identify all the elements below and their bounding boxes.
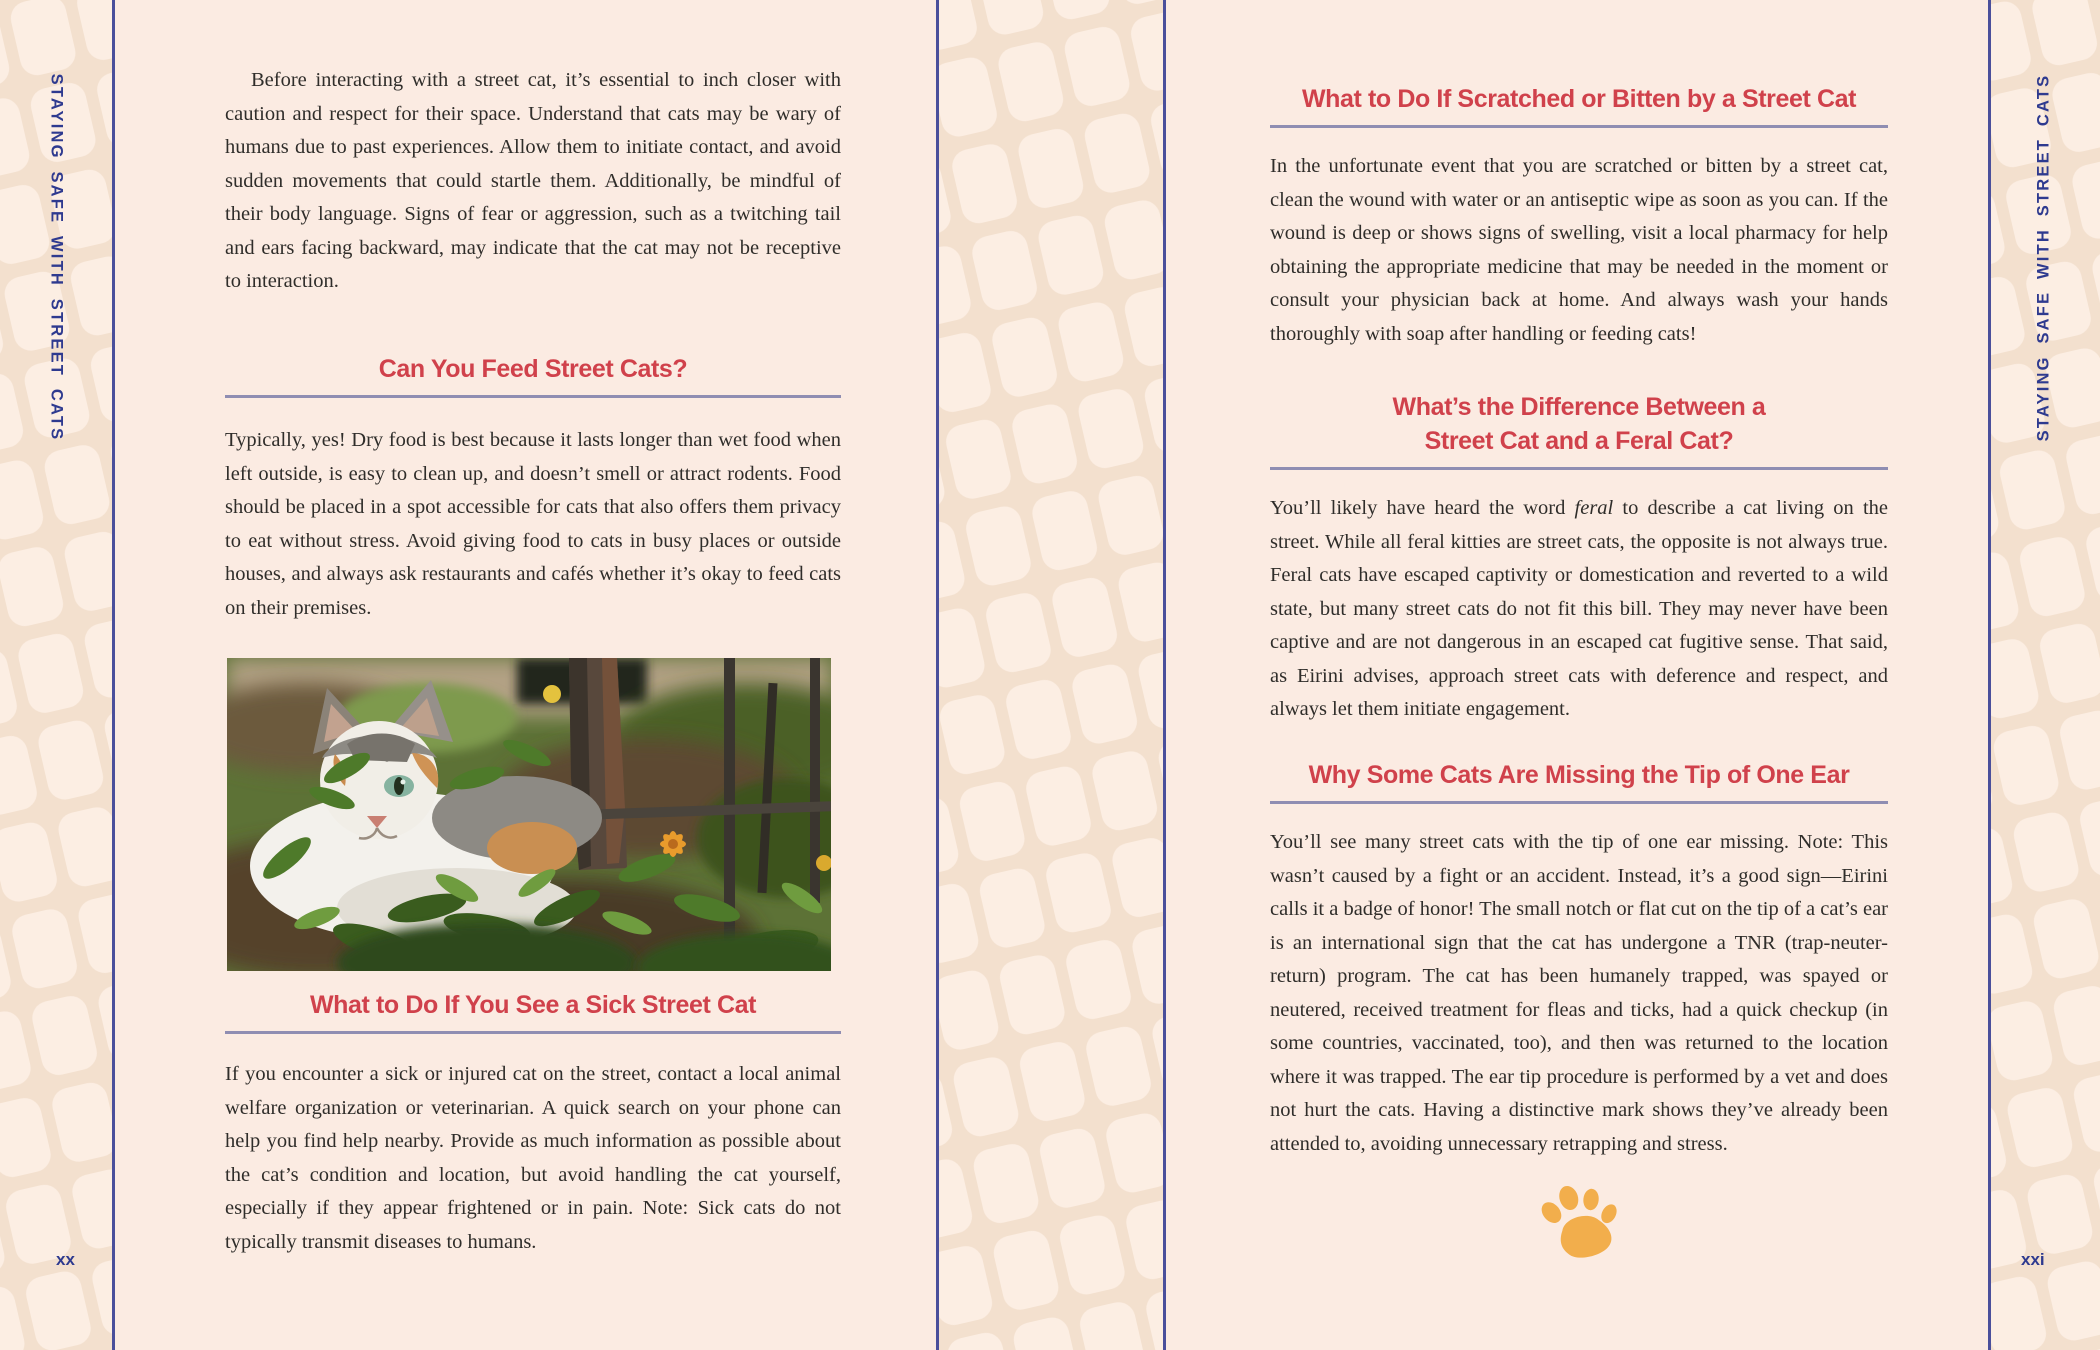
left-page xyxy=(112,0,939,1350)
section-eartip-heading: Why Some Cats Are Missing the Tip of One Ear xyxy=(1308,761,1850,789)
feral-body-before: You’ll likely have heard the word xyxy=(1270,497,1575,519)
feral-italic-word: feral xyxy=(1574,497,1614,519)
right-running-head-box xyxy=(1988,73,2100,442)
left-page-number: xx xyxy=(56,1250,75,1269)
section-divider-rule xyxy=(225,395,841,398)
section-feral-heading-line2: Street Cat and a Feral Cat? xyxy=(1424,427,1734,455)
section-feral-heading-line1: What’s the Difference Between a xyxy=(1392,393,1766,421)
section-eartip-body: You’ll see many street cats with the tip of one ear missing. Note: This wasn’t caused by a fight or an accident. Instead, it’s a good sign—Eirini calls it a badge of honor! The small notch or flat cut on the tip of a cat’s ear is an international sign that the cat has undergone a TNR (trap-neuter-return) program. The cat has been humanely trapped, was spayed or neutered, received treatment for fleas and ticks, had a quick checkup (in some countries, vaccinated, too), and then was returned to the location where it was trapped. The ear tip procedure is performed by a vet and does not hurt the cats. Having a distinctive mark shows they’ve already been attended to, avoiding unnecessary retrapping and stress. xyxy=(1270,831,1888,1155)
section-scratched-header xyxy=(1270,82,1888,128)
section-divider-rule xyxy=(225,1031,841,1034)
left-running-head: STAYING SAFE WITH STREET CATS xyxy=(47,73,66,442)
section-sick-header xyxy=(225,988,841,1034)
section-sick-heading: What to Do If You See a Sick Street Cat xyxy=(309,991,757,1019)
paw-print-icon xyxy=(1533,1178,1625,1270)
section-scratched-body: In the unfortunate event that you are scratched or bitten by a street cat, clean the wound with water or an antiseptic wipe as soon as you can. If the wound is deep or shows signs of swelling, visit a local pharmacy for help obtaining the appropriate medicine that may be needed in the moment or consult your physician back at home. And always wash your hands thoroughly with soap after handling or feeding cats! xyxy=(1270,155,1888,345)
right-page xyxy=(1163,0,1991,1350)
feral-body-after: to describe a cat living on the street. While all feral kitties are street cats, the opposite is not always true. Feral cats have escaped captivity or domestication and reverted to a wild state, but many street cats do not fit this bill. They may never have been captive and are not dangerous in an escaped cat fugitive sense. That said, as Eirini advises, approach street cats with deference and respect, and always let them initiate engagement. xyxy=(1270,497,1888,720)
section-divider-rule xyxy=(1270,467,1888,470)
right-page-number: xxi xyxy=(2021,1250,2045,1269)
intro-paragraph: Before interacting with a street cat, it’s essential to inch closer with caution and respect for their space. Understand that cats may be wary of humans due to past experiences. Allow them to initiate contact, and avoid sudden movements that could startle them. Additionally, be mindful of their body language. Signs of fear or aggression, such as a twitching tail and ears facing backward, may indicate that the cat may not be receptive to interaction. xyxy=(225,69,841,292)
section-feral-heading xyxy=(1270,390,1888,458)
section-sick-body: If you encounter a sick or injured cat on the street, contact a local animal welfare organization or veterinarian. A quick search on your phone can help you find help nearby. Provide as much information as possible about the cat’s condition and location, but avoid handling the cat yourself, especially if they appear frightened or in pain. Note: Sick cats do not typically transmit diseases to humans. xyxy=(225,1063,841,1253)
section-feral-header xyxy=(1270,390,1888,470)
section-feral-body xyxy=(1270,492,1888,727)
section-divider-rule xyxy=(1270,801,1888,804)
section-feed-header xyxy=(225,352,841,398)
section-feed-heading: Can You Feed Street Cats? xyxy=(378,355,688,383)
section-divider-rule xyxy=(1270,125,1888,128)
street-cat-photo xyxy=(227,658,831,971)
left-running-head-box xyxy=(0,73,112,442)
section-eartip-header xyxy=(1270,758,1888,804)
right-running-head: STAYING SAFE WITH STREET CATS xyxy=(2034,73,2053,442)
section-feed-body: Typically, yes! Dry food is best because it lasts longer than wet food when left outside, is easy to clean up, and doesn’t smell or attract rodents. Food should be placed in a spot accessible for cats that also offers them privacy to eat without stress. Avoid giving food to cats in busy places or outside houses, and always ask restaurants and cafés whether it’s okay to feed cats on their premises. xyxy=(225,429,841,619)
section-scratched-heading: What to Do If Scratched or Bitten by a Street Cat xyxy=(1301,85,1857,113)
